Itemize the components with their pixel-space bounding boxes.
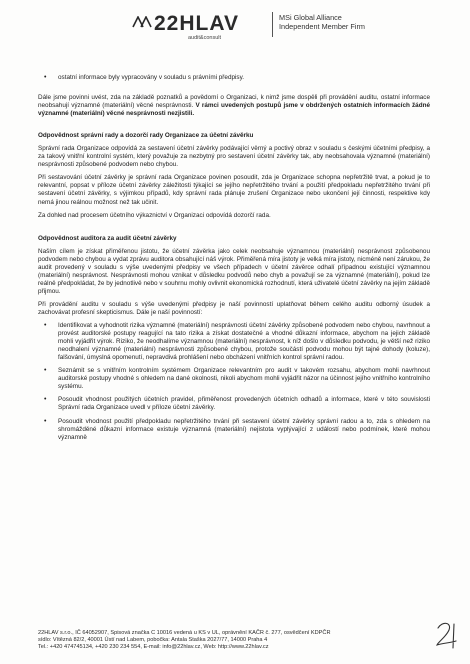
section-board-paragraph-2: Při sestavování účetní závěrky je správní rada Organizace povinen posoudit, zda je Organizace schopna nepřetržitě trvat, a pokud je to relevantní, popsat v příloze účetní závěrky záležitosti týkající se jejího nepřetržitého trvání a použití předpokladu nepřetržitého trvání při sestavení účetní závěrky, s výjimkou případů, kdy správní rada plánuje zrušení Organizace nebo ukončení její činnosti, respektive kdy nemá jinou reálnou možnost než tak učinit. [38, 174, 430, 206]
list-item-text: Identifikovat a vyhodnotit rizika významné (materiální) nesprávnosti účetní závěrky způsobené podvodem nebo chybou, navrhnout a provést auditorské postupy reagující na tato rizika a získat dostatečné a vhodné důkazní informace, abychom na jejich základě mohli vyjádřit výrok. Riziko, že neodhalíme významnou (materiální) nesprávnost, k níž došlo v důsledku podvodu, je větší než riziko neodhalení významné (materiální) nesprávnosti způsobené chybou, protože součástí podvodu mohou být tajné dohody (koluze), falšování, úmyslná opomenutí, nepravdivá prohlášení nebo obcházení vnitřních kontrol správní radou. [58, 322, 430, 362]
footer-line-3: Tel.: +420 474745134, +420 230 234 554, E-mail: info@22hlav.cz, Web: http://www.22hlav.cz [38, 644, 269, 650]
page-footer [38, 630, 430, 651]
header-divider [272, 12, 273, 37]
list-item [38, 396, 430, 412]
logo-mark-icon [132, 16, 152, 28]
list-item-text: Posoudit vhodnost použitých účetních pravidel, přiměřenost provedených účetních odhadů a informace, které v této souvislosti Správní rada Organizace uvedl v příloze účetní závěrky. [58, 396, 430, 412]
paragraph-other-info-normal: Dále jsme povinni uvést, zda na základě poznatků a povědomí o Organizaci, k nimž jsme dospěli při provádění auditu, ostatní informace neobsahují významné (materiální) věcné nesprávnosti. [38, 94, 430, 110]
bullet-icon: • [44, 367, 47, 375]
paragraph-other-info [38, 94, 430, 118]
paragraph-other-info-bold: V rámci uvedených postupů jsme v obdržených ostatních informacích žádné významné (materiální) věcné nesprávnosti nezjistili. [38, 102, 430, 118]
handwritten-signature [432, 618, 462, 652]
list-item-text: Posoudit vhodnost použití předpokladu nepřetržitého trvání při sestavení účetní závěrky správní radou a to, zda s ohledem na shromážděné důkazní informace existuje významná (materiální) nejistota vyplývající z událostí nebo podmínek, které mohou významně [58, 417, 430, 441]
section-auditor-paragraph-2: Při provádění auditu v souladu s výše uvedenými předpisy je naší povinností uplatňovat během celého auditu odborný úsudek a zachovávat profesní skepticismus. Dále je naší povinností: [38, 300, 430, 316]
list-item [38, 322, 430, 362]
bullet-icon: • [44, 396, 47, 404]
list-item [38, 367, 430, 391]
logo-text: 22HLAV [154, 12, 239, 35]
bullet-icon: • [44, 74, 47, 81]
company-logo [154, 10, 266, 46]
section-heading-auditor: Odpovědnost auditora za audit účetní závěrky [38, 234, 177, 242]
alliance-block [279, 13, 365, 31]
intro-bullet [38, 74, 430, 82]
logo-subtext: audit&consult [188, 35, 222, 41]
section-board-paragraph-1: Správní rada Organizace odpovídá za sestavení účetní závěrky podávající věrný a poctivý obraz v souladu s českými účetními předpisy, a za takový vnitřní kontrolní systém, který považuje za nezbytný pro sestavení účetní závěrky tak, aby neobsahovala významné (materiální) nesprávnosti způsobené podvodem nebo chybou. [38, 145, 430, 169]
report-body [38, 74, 430, 442]
footer-line-1: 22HLAV s.r.o., IČ 64052907, Spisová značka C 10016 vedená u KS v UL, oprávnění KAČR č. 277, osvědčení KDPČR [38, 630, 331, 636]
alliance-line-2: Independent Member Firm [279, 22, 365, 31]
bullet-icon: • [44, 322, 47, 330]
bullet-icon: • [44, 417, 47, 425]
alliance-line-1: MSi Global Alliance [279, 13, 342, 22]
list-item [38, 418, 430, 442]
list-item-text: Seznámit se s vnitřním kontrolním systémem Organizace relevantním pro audit v takovém rozsahu, abychom mohli navrhnout auditorské postupy vhodné s ohledem na dané okolnosti, nikoli abychom mohli vyjádřit názor na účinnost jejího vnitřního kontrolního systému. [58, 367, 430, 391]
intro-bullet-text: ostatní informace byly vypracovány v souladu s právními předpisy. [58, 74, 245, 81]
section-heading-board: Odpovědnost správní rady a dozorčí rady Organizace za účetní závěrku [38, 132, 254, 140]
section-board-paragraph-3: Za dohled nad procesem účetního výkaznictví v Organizaci odpovídá dozorčí rada. [38, 211, 271, 219]
section-auditor-paragraph-1: Naším cílem je získat přiměřenou jistotu, že účetní závěrka jako celek neobsahuje významnou (materiální) nesprávnost způsobenou podvodem nebo chybou a vydat zprávu auditora obsahující náš výrok. Přiměřená míra jistoty je velká míra jistoty, nicméně není zárukou, že audit provedený v souladu s výše uvedenými předpisy ve všech případech v účetní závěrce odhalí případnou existující významnou (materiální) nesprávnost. Nesprávnosti mohou vznikat v důsledku podvodů nebo chyb a považují se za významné (materiální), pokud lze reálně předpokládat, že by jednotlivě nebo v souhrnu mohly ovlivnit ekonomická rozhodnutí, která uživatelé účetní závěrky na jejím základě přijmou. [38, 247, 430, 295]
footer-line-2: sídlo: Vítězná 82/2, 40001 Ústí nad Labem, pobočka: Antala Staška 2027/77, 14000 Praha 4 [38, 637, 268, 643]
